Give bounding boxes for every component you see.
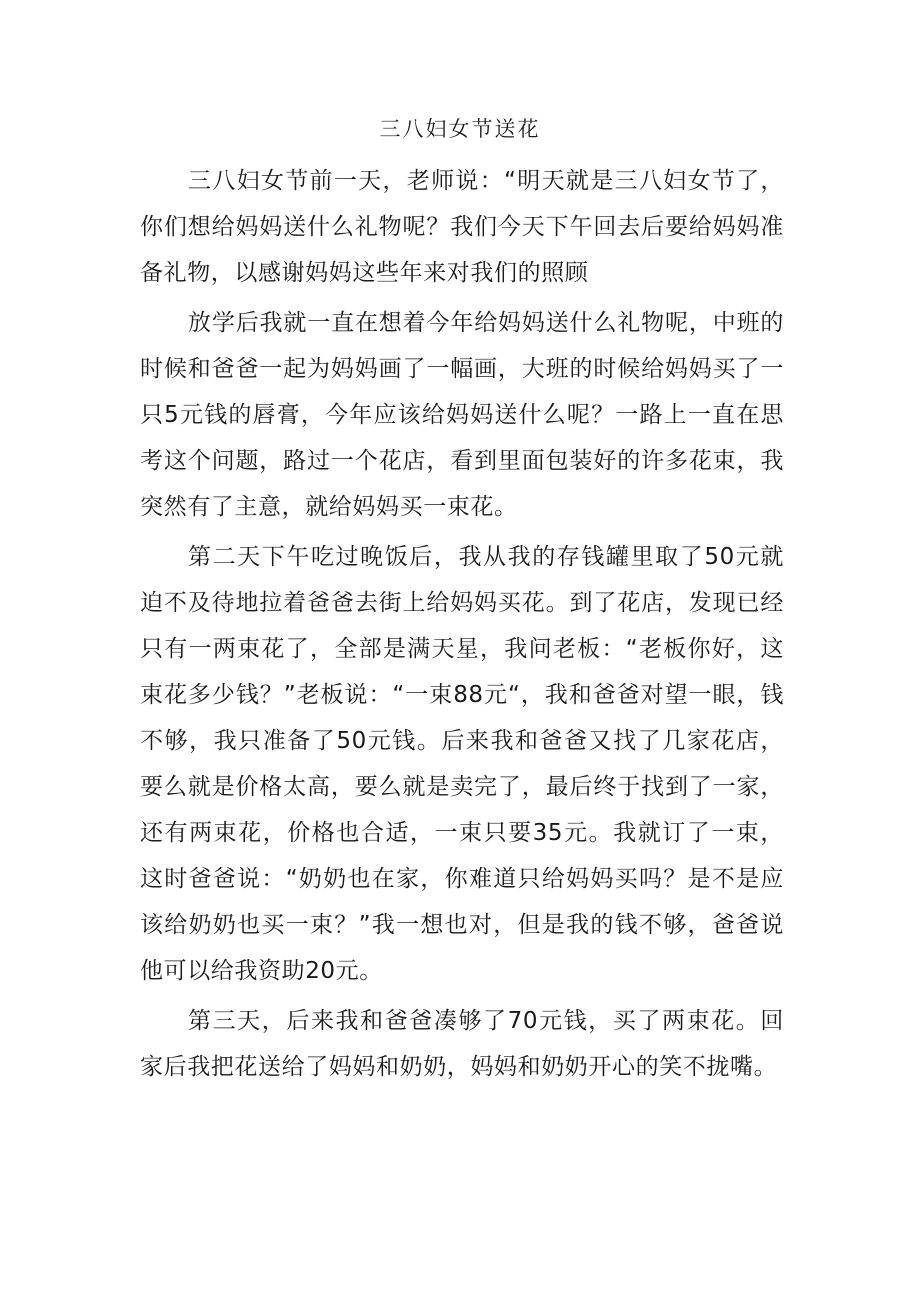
document-body bbox=[140, 158, 784, 1094]
paragraph-3: 第二天下午吃过晚饭后，我从我的存钱罐里取了50元就迫不及待地拉着爸爸去街上给妈妈买花。到了花店，发现已经只有一两束花了，全部是满天星，我问老板：“老板你好，这束花多少钱？”老板说：“一束88元“，我和爸爸对望一眼，钱不够，我只准备了50元钱。后来我和爸爸又找了几家花店，要么就是价格太高，要么就是卖完了，最后终于找到了一家，还有两束花，价格也合适，一束只要35元。我就订了一束，这时爸爸说：“奶奶也在家，你难道只给妈妈买吗？是不是应该给奶奶也买一束？”我一想也对，但是我的钱不够，爸爸说他可以给我资助20元。 bbox=[140, 544, 784, 984]
document-title: 三八妇女节送花 bbox=[379, 117, 541, 141]
paragraph-2: 放学后我就一直在想着今年给妈妈送什么礼物呢，中班的时候和爸爸一起为妈妈画了一幅画，大班的时候给妈妈买了一只5元钱的唇膏，今年应该给妈妈送什么呢？一路上一直在思考这个问题，路过一个花店，看到里面包装好的许多花束，我突然有了主意，就给妈妈买一束花。 bbox=[140, 310, 784, 520]
paragraph-1: 三八妇女节前一天，老师说：“明天就是三八妇女节了，你们想给妈妈送什么礼物呢？我们今天下午回去后要给妈妈准备礼物，以感谢妈妈这些年来对我们的照顾 bbox=[140, 168, 784, 286]
paragraph-4: 第三天，后来我和爸爸凑够了70元钱，买了两束花。回家后我把花送给了妈妈和奶奶，妈妈和奶奶开心的笑不拢嘴。 bbox=[140, 1008, 784, 1080]
